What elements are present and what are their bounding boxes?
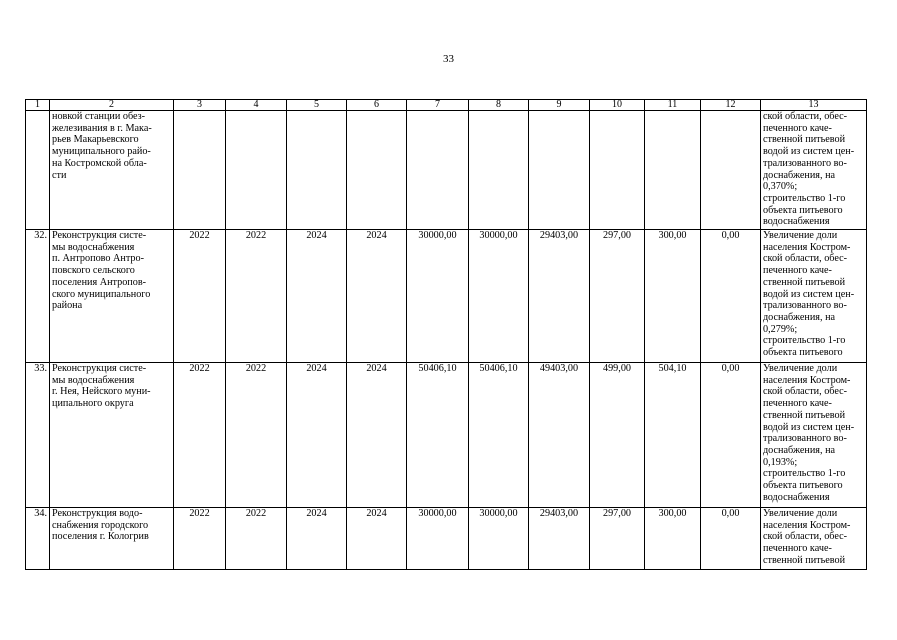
year-cell: 2022 — [174, 230, 226, 363]
amount-cell: 29403,00 — [529, 508, 590, 570]
amount-cell: 0,00 — [701, 230, 761, 363]
result-cell: Увеличение доли населения Костром- ской области, обес- печенного каче- ственной питьевой водой из систем цен- трализованного во- доснабжения, на 0,279%; строительство 1-го объекта питьевого — [761, 230, 867, 363]
amount-cell — [701, 111, 761, 230]
header-cell: 6 — [347, 100, 407, 111]
amount-cell — [529, 111, 590, 230]
amount-cell: 0,00 — [701, 508, 761, 570]
year-cell: 2024 — [287, 508, 347, 570]
amount-cell: 300,00 — [645, 230, 701, 363]
year-cell: 2022 — [226, 363, 287, 508]
project-name: Реконструкция водо- снабжения городского поселения г. Кологрив — [50, 508, 174, 570]
amount-cell: 50406,10 — [407, 363, 469, 508]
row-number — [26, 111, 50, 230]
amount-cell: 30000,00 — [407, 230, 469, 363]
year-cell — [174, 111, 226, 230]
amount-cell: 49403,00 — [529, 363, 590, 508]
amount-cell: 504,10 — [645, 363, 701, 508]
amount-cell: 297,00 — [590, 230, 645, 363]
year-cell — [347, 111, 407, 230]
year-cell — [287, 111, 347, 230]
year-cell: 2022 — [174, 508, 226, 570]
header-cell: 2 — [50, 100, 174, 111]
project-name: Реконструкция систе- мы водоснабжения п. Антропово Антро- повского сельского поселения Антропов- ского муниципального района — [50, 230, 174, 363]
amount-cell — [407, 111, 469, 230]
year-cell — [226, 111, 287, 230]
amount-cell — [590, 111, 645, 230]
year-cell: 2024 — [287, 230, 347, 363]
row-number: 34. — [26, 508, 50, 570]
year-cell: 2024 — [347, 230, 407, 363]
amount-cell: 297,00 — [590, 508, 645, 570]
project-name: новкой станции обез- железивания в г. Мака- рьев Макарьевского муниципального райо- на Костромской обла- сти — [50, 111, 174, 230]
year-cell: 2022 — [174, 363, 226, 508]
page-number: 33 — [443, 53, 454, 65]
header-cell: 5 — [287, 100, 347, 111]
result-cell: Увеличение доли населения Костром- ской области, обес- печенного каче- ственной питьевой водой из систем цен- трализованного во- доснабжения, на 0,193%; строительство 1-го объекта питьевого водоснабжения — [761, 363, 867, 508]
table-row — [26, 230, 867, 363]
header-cell: 8 — [469, 100, 529, 111]
amount-cell: 50406,10 — [469, 363, 529, 508]
amount-cell — [469, 111, 529, 230]
header-cell: 9 — [529, 100, 590, 111]
amount-cell: 30000,00 — [469, 508, 529, 570]
amount-cell: 30000,00 — [469, 230, 529, 363]
header-cell: 12 — [701, 100, 761, 111]
table-row — [26, 363, 867, 508]
table-row — [26, 508, 867, 570]
amount-cell — [645, 111, 701, 230]
year-cell: 2024 — [347, 508, 407, 570]
header-cell: 11 — [645, 100, 701, 111]
year-cell: 2024 — [287, 363, 347, 508]
header-cell: 3 — [174, 100, 226, 111]
result-cell: ской области, обес- печенного каче- ственной питьевой водой из систем цен- трализованного во- доснабжения, на 0,370%; строительство 1-го объекта питьевого водоснабжения — [761, 111, 867, 230]
header-row — [26, 100, 867, 111]
header-cell: 4 — [226, 100, 287, 111]
amount-cell: 29403,00 — [529, 230, 590, 363]
year-cell: 2022 — [226, 508, 287, 570]
row-number: 33. — [26, 363, 50, 508]
amount-cell: 300,00 — [645, 508, 701, 570]
header-cell: 1 — [26, 100, 50, 111]
row-number: 32. — [26, 230, 50, 363]
program-table — [25, 99, 867, 570]
header-cell: 10 — [590, 100, 645, 111]
amount-cell: 30000,00 — [407, 508, 469, 570]
year-cell: 2022 — [226, 230, 287, 363]
header-cell: 13 — [761, 100, 867, 111]
table-row — [26, 111, 867, 230]
amount-cell: 0,00 — [701, 363, 761, 508]
amount-cell: 499,00 — [590, 363, 645, 508]
project-name: Реконструкция систе- мы водоснабжения г. Нея, Нейского муни- ципального округа — [50, 363, 174, 508]
result-cell: Увеличение доли населения Костром- ской области, обес- печенного каче- ственной питьевой — [761, 508, 867, 570]
header-cell: 7 — [407, 100, 469, 111]
year-cell: 2024 — [347, 363, 407, 508]
